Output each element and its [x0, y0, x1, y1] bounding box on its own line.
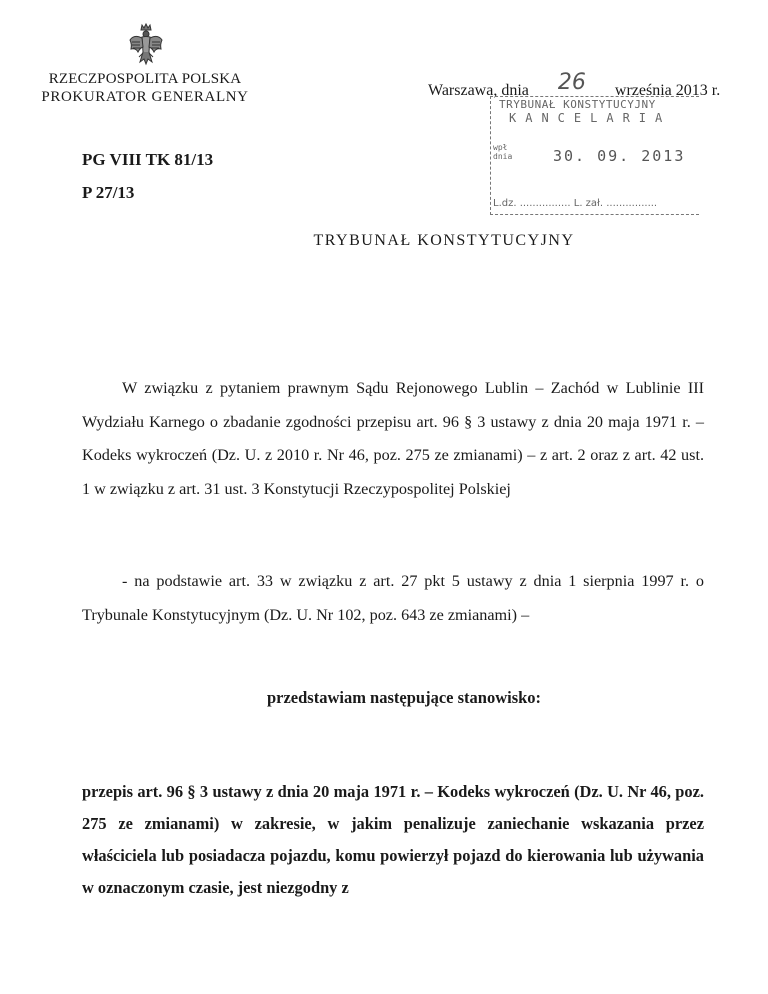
polish-eagle-emblem-icon	[128, 22, 164, 70]
issuer-block	[30, 70, 260, 106]
stamp-received-date: 30. 09. 2013	[553, 147, 686, 165]
stamp-label-dnia: dnia	[493, 152, 513, 161]
place-date-suffix: września 2013 r.	[614, 82, 721, 99]
issuer-line1: RZECZPOSPOLITA POLSKA	[48, 71, 242, 87]
issuer-line2: PROKURATOR GENERALNY	[41, 89, 249, 105]
stamp-line2: KANCELARIA	[509, 111, 672, 125]
stamp-small-labels	[493, 143, 512, 161]
stamp-line1: TRYBUNAŁ KONSTYTUCYJNY	[499, 98, 656, 111]
body-paragraph-1: W związku z pytaniem prawnym Sądu Rejonowego Lublin – Zachód w Lublinie III Wydziału Karnego o zbadanie zgodności przepisu art. 96 § 3 ustawy z dnia 20 maja 1971 r. – Kodeks wykroczeń (Dz. U. z 2010 r. Nr 46, poz. 275 ze zmianami) – z art. 2 oraz z art. 42 ust. 1 w związku z art. 31 ust. 3 Konstytucji Rzeczypospolitej Polskiej	[82, 379, 704, 498]
handwritten-day: 26	[557, 70, 586, 95]
body-paragraph-3: przepis art. 96 § 3 ustawy z dnia 20 maja 1971 r. – Kodeks wykroczeń (Dz. U. Nr 46, poz. 275 ze zmianami) w zakresie, w jakim penalizuje zaniechanie wskazania przez właściciela lub posiadacza pojazdu, komu powierzył pojazd do kierowania lub używania w oznaczonym czasie, jest niezgodny z	[82, 782, 704, 897]
case-signature-2: P 27/13	[82, 183, 135, 202]
position-heading: przedstawiam następujące stanowisko:	[266, 688, 542, 707]
place-date-prefix: Warszawa, dnia	[428, 82, 529, 99]
registry-stamp	[490, 96, 699, 215]
case-signature-1: PG VIII TK 81/13	[82, 150, 214, 169]
stamp-label-wpl: wpł	[493, 143, 508, 152]
stamp-footer: L.dz. ................ L. zał. ................	[493, 198, 658, 209]
body-paragraph-2: - na podstawie art. 33 w związku z art. 27 pkt 5 ustawy z dnia 1 sierpnia 1997 r. o Trybunale Konstytucyjnym (Dz. U. Nr 102, poz. 643 ze zmianami) –	[82, 572, 704, 624]
addressee: TRYBUNAŁ KONSTYTUCYJNY	[313, 232, 575, 249]
